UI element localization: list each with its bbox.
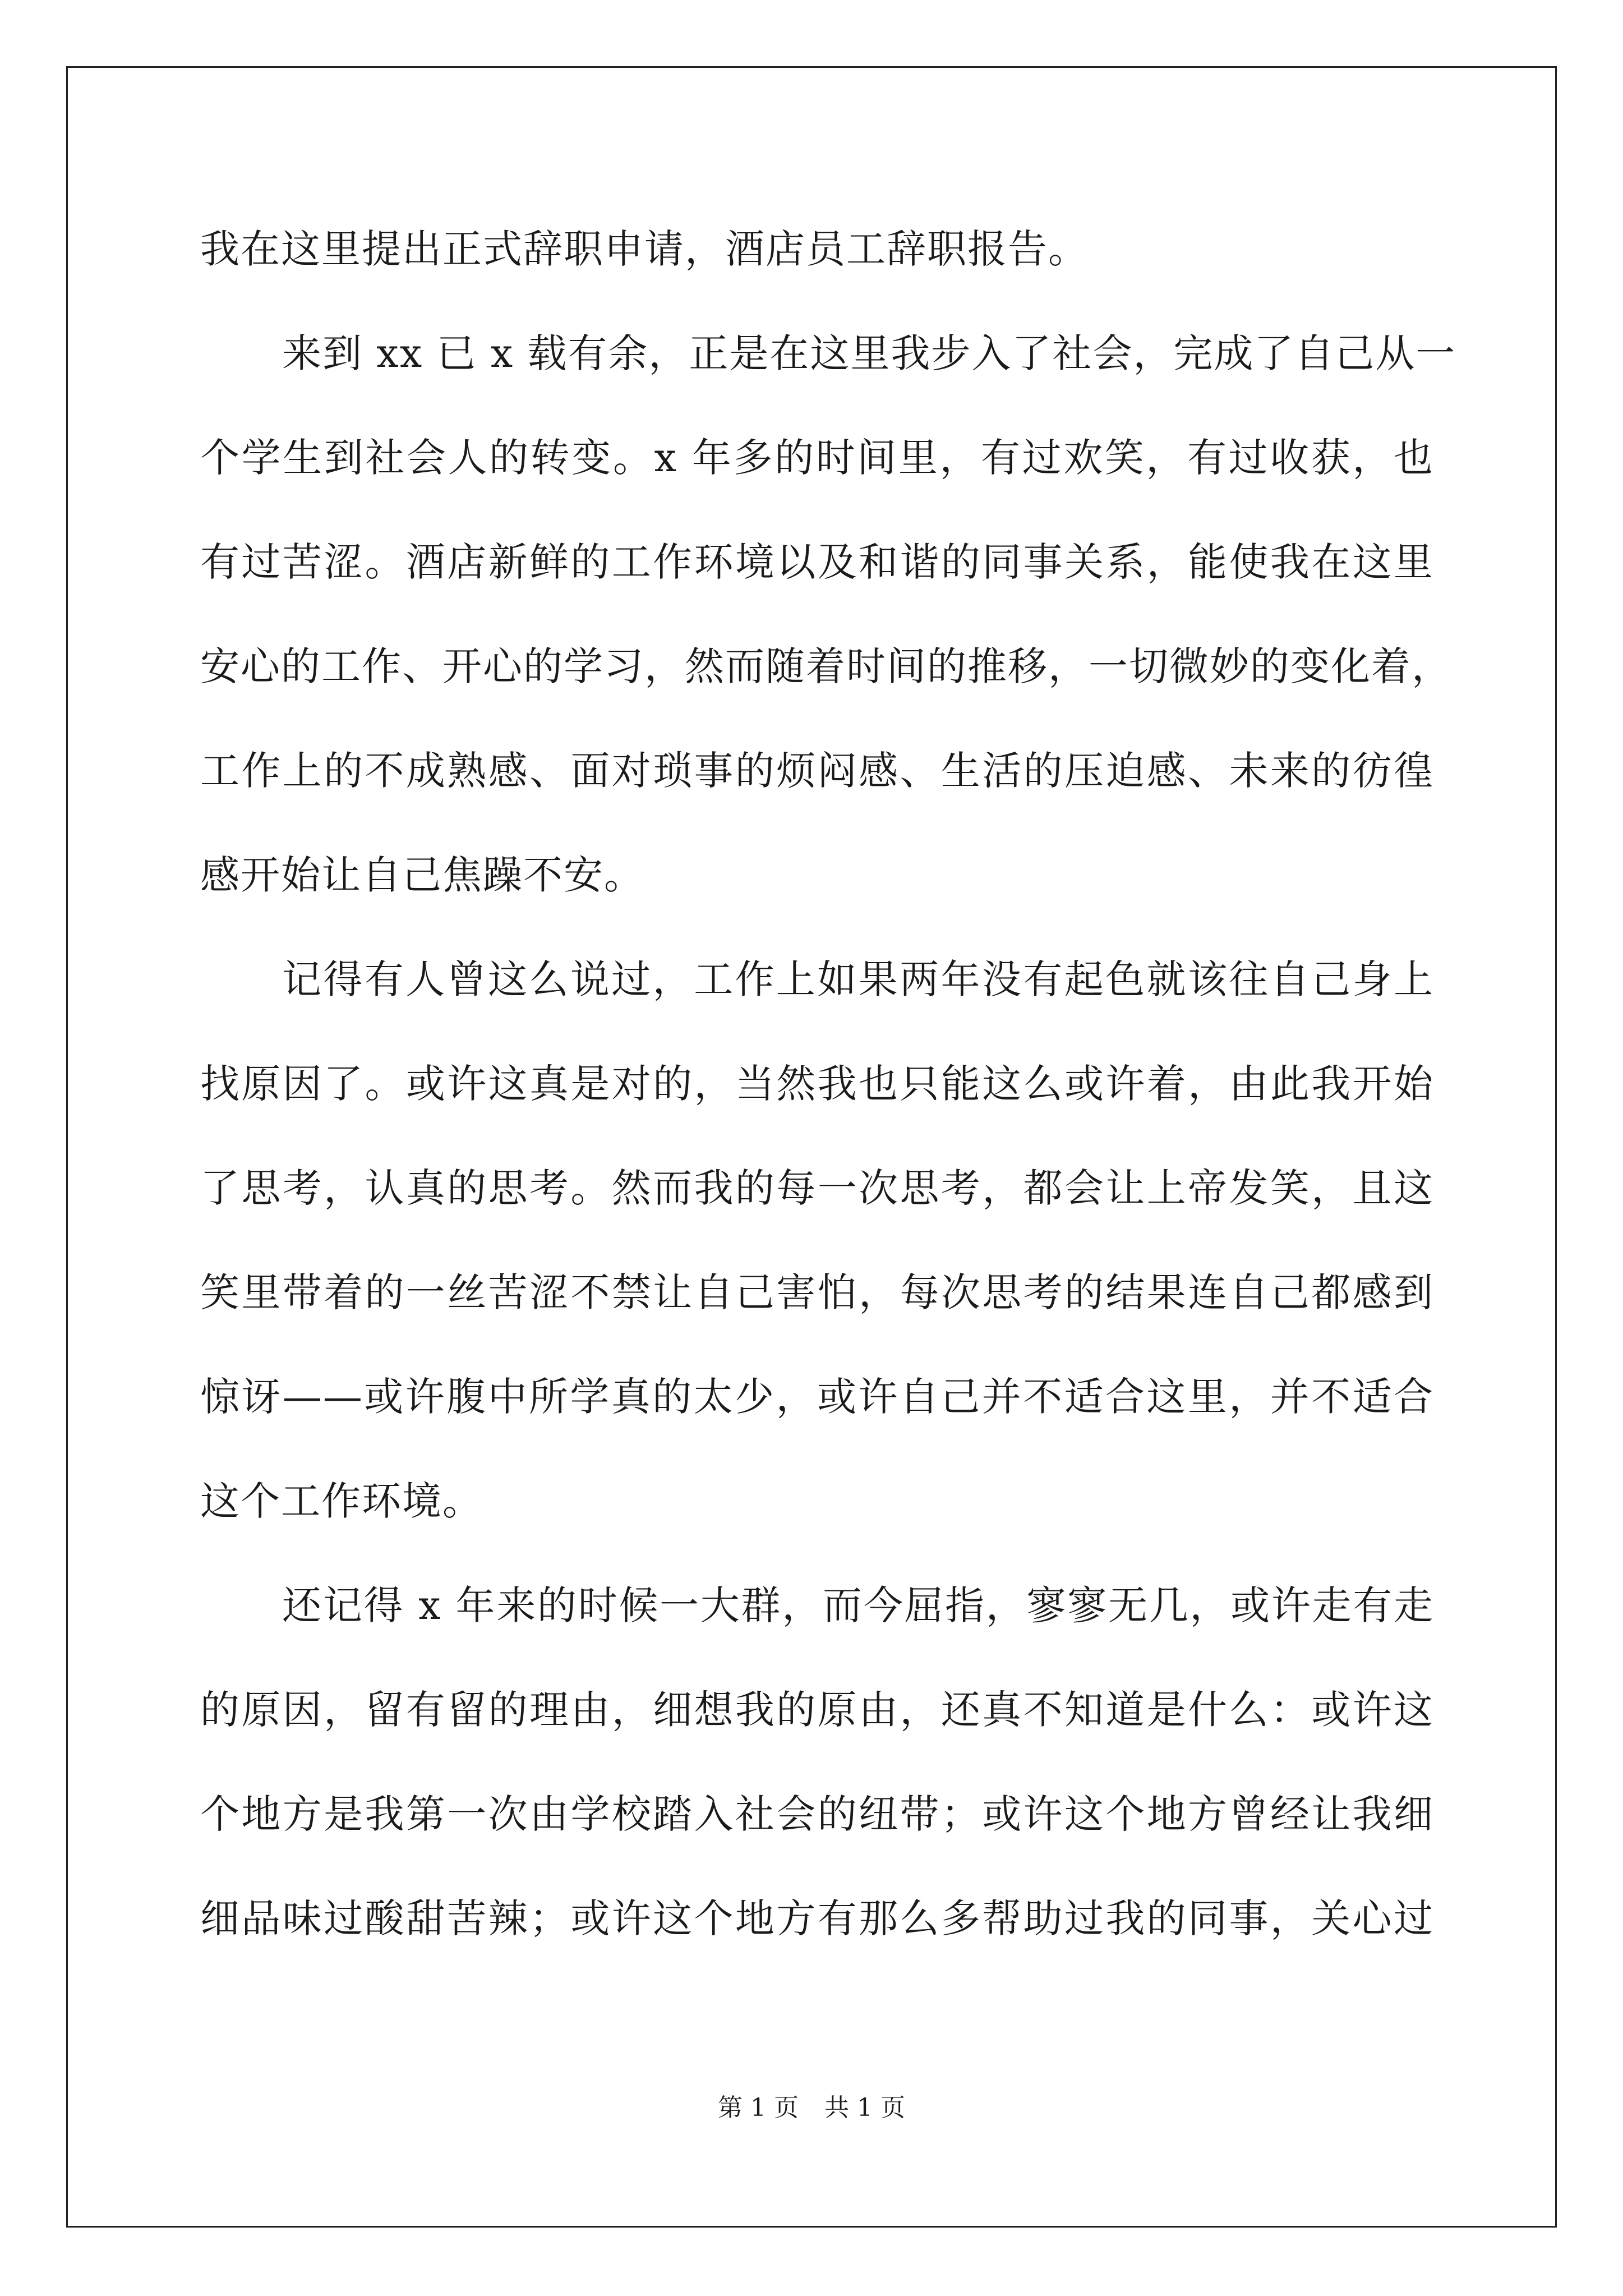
- text-line: 的原因，留有留的理由，细想我的原由，还真不知道是什么：或许这: [200, 1687, 1434, 1733]
- text-line: 惊讶——或许腹中所学真的太少，或许自己并不适合这里，并不适合: [200, 1374, 1434, 1420]
- text-line: 个地方是我第一次由学校踏入社会的纽带；或许这个地方曾经让我细: [200, 1791, 1434, 1837]
- text-line: 工作上的不成熟感、面对琐事的烦闷感、生活的压迫感、未来的彷徨: [200, 748, 1434, 794]
- text-line: 了思考，认真的思考。然而我的每一次思考，都会让上帝发笑，且这: [200, 1165, 1434, 1211]
- text-line: 个学生到社会人的转变。x 年多的时间里，有过欢笑，有过收获，也: [200, 435, 1434, 481]
- text-line: 安心的工作、开心的学习，然而随着时间的推移，一切微妙的变化着，: [200, 643, 1452, 689]
- text-line: 记得有人曾这么说过，工作上如果两年没有起色就该往自己身上: [282, 956, 1434, 1002]
- text-line: 这个工作环境。: [200, 1478, 483, 1524]
- text-line: 笑里带着的一丝苦涩不禁让自己害怕，每次思考的结果连自己都感到: [200, 1269, 1434, 1315]
- page-number-total: 共 1 页: [824, 2093, 905, 2122]
- page-number-current: 第 1 页: [718, 2093, 799, 2122]
- text-line: 感开始让自己焦躁不安。: [200, 852, 644, 898]
- text-line: 找原因了。或许这真是对的，当然我也只能这么或许着，由此我开始: [200, 1061, 1434, 1107]
- text-line: 细品味过酸甜苦辣；或许这个地方有那么多帮助过我的同事，关心过: [200, 1895, 1434, 1941]
- text-line: 有过苦涩。酒店新鲜的工作环境以及和谐的同事关系，能使我在这里: [200, 539, 1434, 585]
- text-line: 来到 xx 已 x 载有余，正是在这里我步入了社会，完成了自己从一: [282, 330, 1456, 376]
- text-line: 还记得 x 年来的时候一大群，而今屈指，寥寥无几，或许走有走: [282, 1582, 1434, 1628]
- text-line: 我在这里提出正式辞职申请，酒店员工辞职报告。: [200, 226, 1089, 272]
- page-footer: [0, 2091, 1623, 2125]
